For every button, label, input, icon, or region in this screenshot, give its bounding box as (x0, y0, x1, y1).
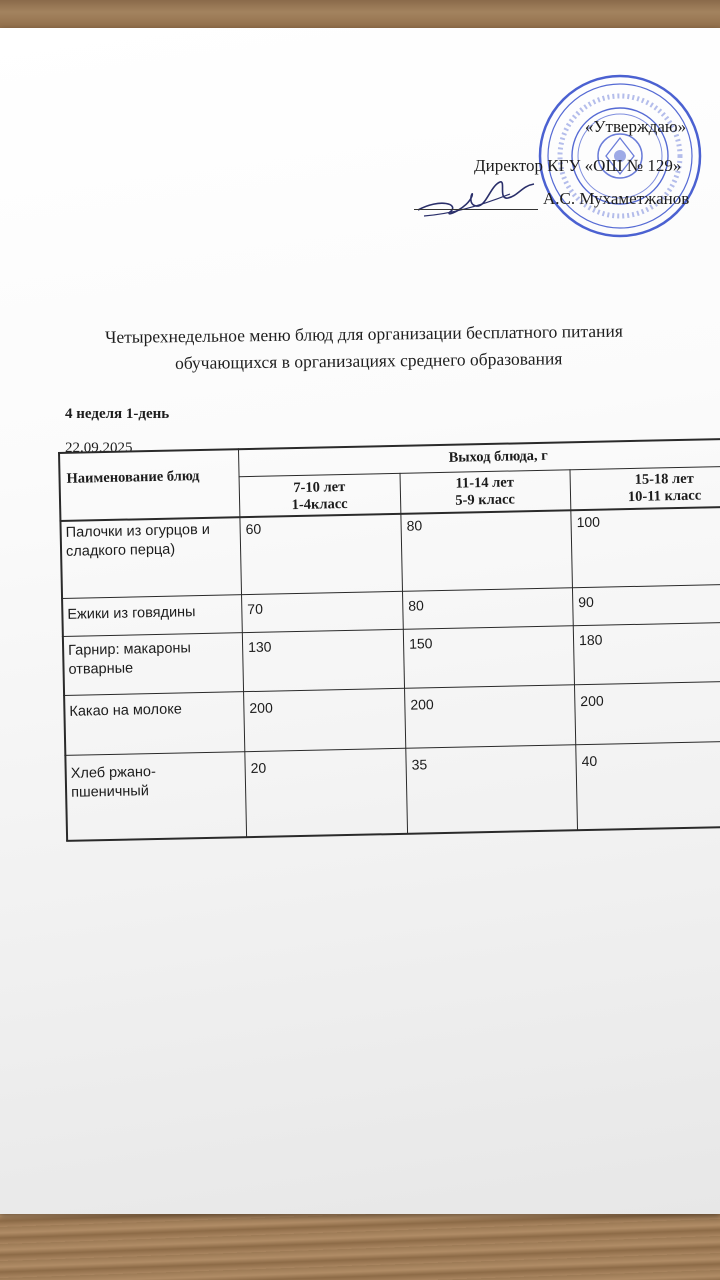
document-title-line1: Четырехнедельное меню блюд для организации бесплатного питания (104, 320, 623, 347)
age-group-header: 15-18 лет 10-11 класс (627, 470, 702, 506)
portion-value: 80 (408, 597, 425, 614)
approval-text: «Утверждаю» (585, 117, 687, 136)
portion-value: 180 (578, 631, 603, 649)
portion-value: 200 (249, 699, 273, 717)
column-header-dish: Наименование блюд (66, 468, 200, 487)
portion-value: 100 (576, 513, 601, 531)
dish-name: Палочки из огурцов и сладкого перца) (65, 521, 211, 560)
column-header-output: Выход блюда, г (448, 447, 548, 466)
table-surface (0, 1210, 720, 1280)
age-group-header: 7-10 лет 1-4класс (291, 478, 348, 514)
week-day-label: 4 неделя 1-день (65, 406, 170, 422)
dish-name: Хлеб ржано-пшеничный (70, 764, 157, 801)
director-signature (410, 168, 540, 228)
document-title-line2: обучающихся в организациях среднего образования (174, 348, 563, 373)
menu-table (58, 437, 720, 842)
portion-value: 60 (245, 520, 262, 538)
portion-value: 200 (580, 692, 604, 710)
portion-value: 70 (247, 600, 264, 618)
portion-value: 130 (247, 638, 272, 656)
portion-value: 150 (408, 635, 433, 652)
director-title: Директор КГУ «ОШ № 129» (474, 156, 682, 175)
age-group-header: 11-14 лет 5-9 класс (455, 474, 516, 509)
portion-value: 200 (410, 696, 434, 713)
menu-date: 22.09.2025 (65, 440, 133, 456)
portion-value: 40 (581, 752, 598, 770)
portion-value: 35 (411, 756, 428, 773)
signature-line (414, 209, 538, 210)
dish-name: Гарнир: макароны отварные (67, 640, 192, 678)
portion-value: 90 (578, 593, 595, 611)
dish-name: Какао на молоке (69, 701, 182, 720)
portion-value: 80 (406, 517, 423, 534)
director-name: А.С. Мухаметжанов (543, 189, 690, 208)
portion-value: 20 (250, 759, 267, 777)
dish-name: Ежики из говядины (67, 604, 196, 623)
document-page (0, 28, 720, 1214)
